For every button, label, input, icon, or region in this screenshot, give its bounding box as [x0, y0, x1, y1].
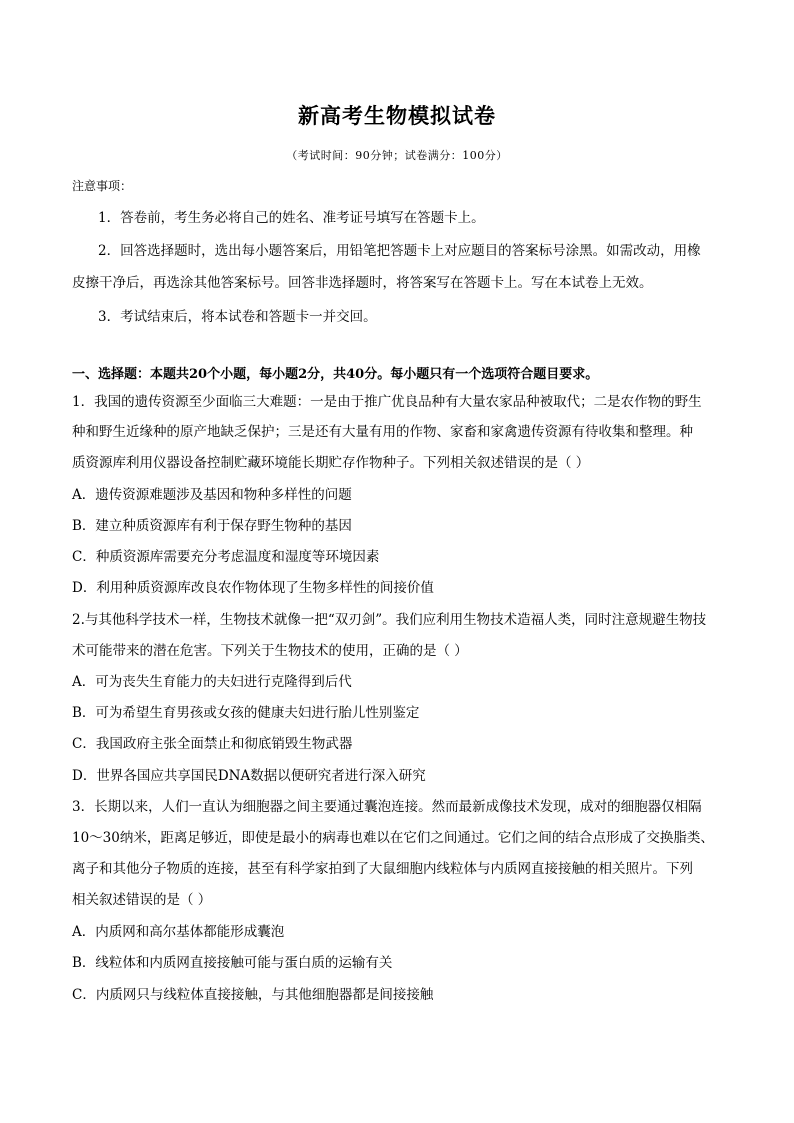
question-option: B．建立种质资源库有利于保存野生物种的基因 [72, 518, 352, 534]
section-heading: 一、选择题：本题共20个小题，每小题2分，共40分。每小题只有一个选项符合题目要求。 [72, 367, 599, 382]
question-option: A．遗传资源难题涉及基因和物种多样性的问题 [72, 487, 352, 503]
question-stem-line: 种和野生近缘种的原产地缺乏保护；三是还有大量有用的作物、家畜和家禽遗传资源有待收集和整理。种 [72, 424, 693, 440]
question-option: A．可为丧失生育能力的夫妇进行克隆得到后代 [72, 674, 352, 690]
notice-item-continued: 皮擦干净后，再选涂其他答案标号。回答非选择题时，将答案写在答题卡上。写在本试卷上无效。 [72, 275, 653, 291]
question-option: D．世界各国应共享国民DNA数据以便研究者进行深入研究 [72, 768, 426, 784]
notice-item: 1．答卷前，考生务必将自己的姓名、准考证号填写在答题卡上。 [98, 210, 485, 226]
question-option: B．线粒体和内质网直接接触可能与蛋白质的运输有关 [72, 955, 393, 971]
notice-heading: 注意事项： [72, 179, 133, 193]
notice-item: 3．考试结束后，将本试卷和答题卡一并交回。 [98, 309, 377, 325]
question-option: D．利用种质资源库改良农作物体现了生物多样性的间接价值 [72, 580, 434, 596]
question-option: C．我国政府主张全面禁止和彻底销毁生物武器 [72, 736, 353, 752]
page-title: 新高考生物模拟试卷 [298, 104, 496, 128]
question-option: B．可为希望生育男孩或女孩的健康夫妇进行胎儿性别鉴定 [72, 705, 420, 721]
exam-info-subtitle: （考试时间：90分钟；试卷满分：100分） [286, 149, 508, 162]
question-stem-line: 1．我国的遗传资源至少面临三大难题：一是由于推广优良品种有大量农家品种被取代；二是农作物的野生 [72, 394, 702, 410]
question-stem-line: 术可能带来的潜在危害。下列关于生物技术的使用，正确的是（ ） [72, 643, 468, 659]
question-stem-line: 2.与其他科学技术一样，生物技术就像一把“双刃剑”。我们应利用生物技术造福人类，同时注意规避生物技 [72, 612, 707, 628]
question-stem-line: 3．长期以来，人们一直认为细胞器之间主要通过囊泡连接。然而最新成像技术发现，成对的细胞器仅相隔 [72, 799, 702, 815]
question-stem-line: 质资源库利用仪器设备控制贮藏环境能长期贮存作物种子。下列相关叙述错误的是（ ） [72, 455, 590, 471]
question-option: C．内质网只与线粒体直接接触，与其他细胞器都是间接接触 [72, 987, 434, 1003]
notice-item: 2．回答选择题时，选出每小题答案后，用铅笔把答题卡上对应题目的答案标号涂黑。如需改动，用橡 [98, 243, 701, 259]
question-option: C．种质资源库需要充分考虑温度和湿度等环境因素 [72, 549, 380, 565]
question-stem-line: 10～30纳米，距离足够近，即使是最小的病毒也难以在它们之间通过。它们之间的结合点形成了交换脂类、 [72, 830, 714, 846]
question-stem-line: 离子和其他分子物质的连接，甚至有科学家拍到了大鼠细胞内线粒体与内质网直接接触的相关照片。下列 [72, 861, 693, 877]
question-stem-line: 相关叙述错误的是（ ） [72, 892, 212, 908]
question-option: A．内质网和高尔基体都能形成囊泡 [72, 924, 285, 940]
